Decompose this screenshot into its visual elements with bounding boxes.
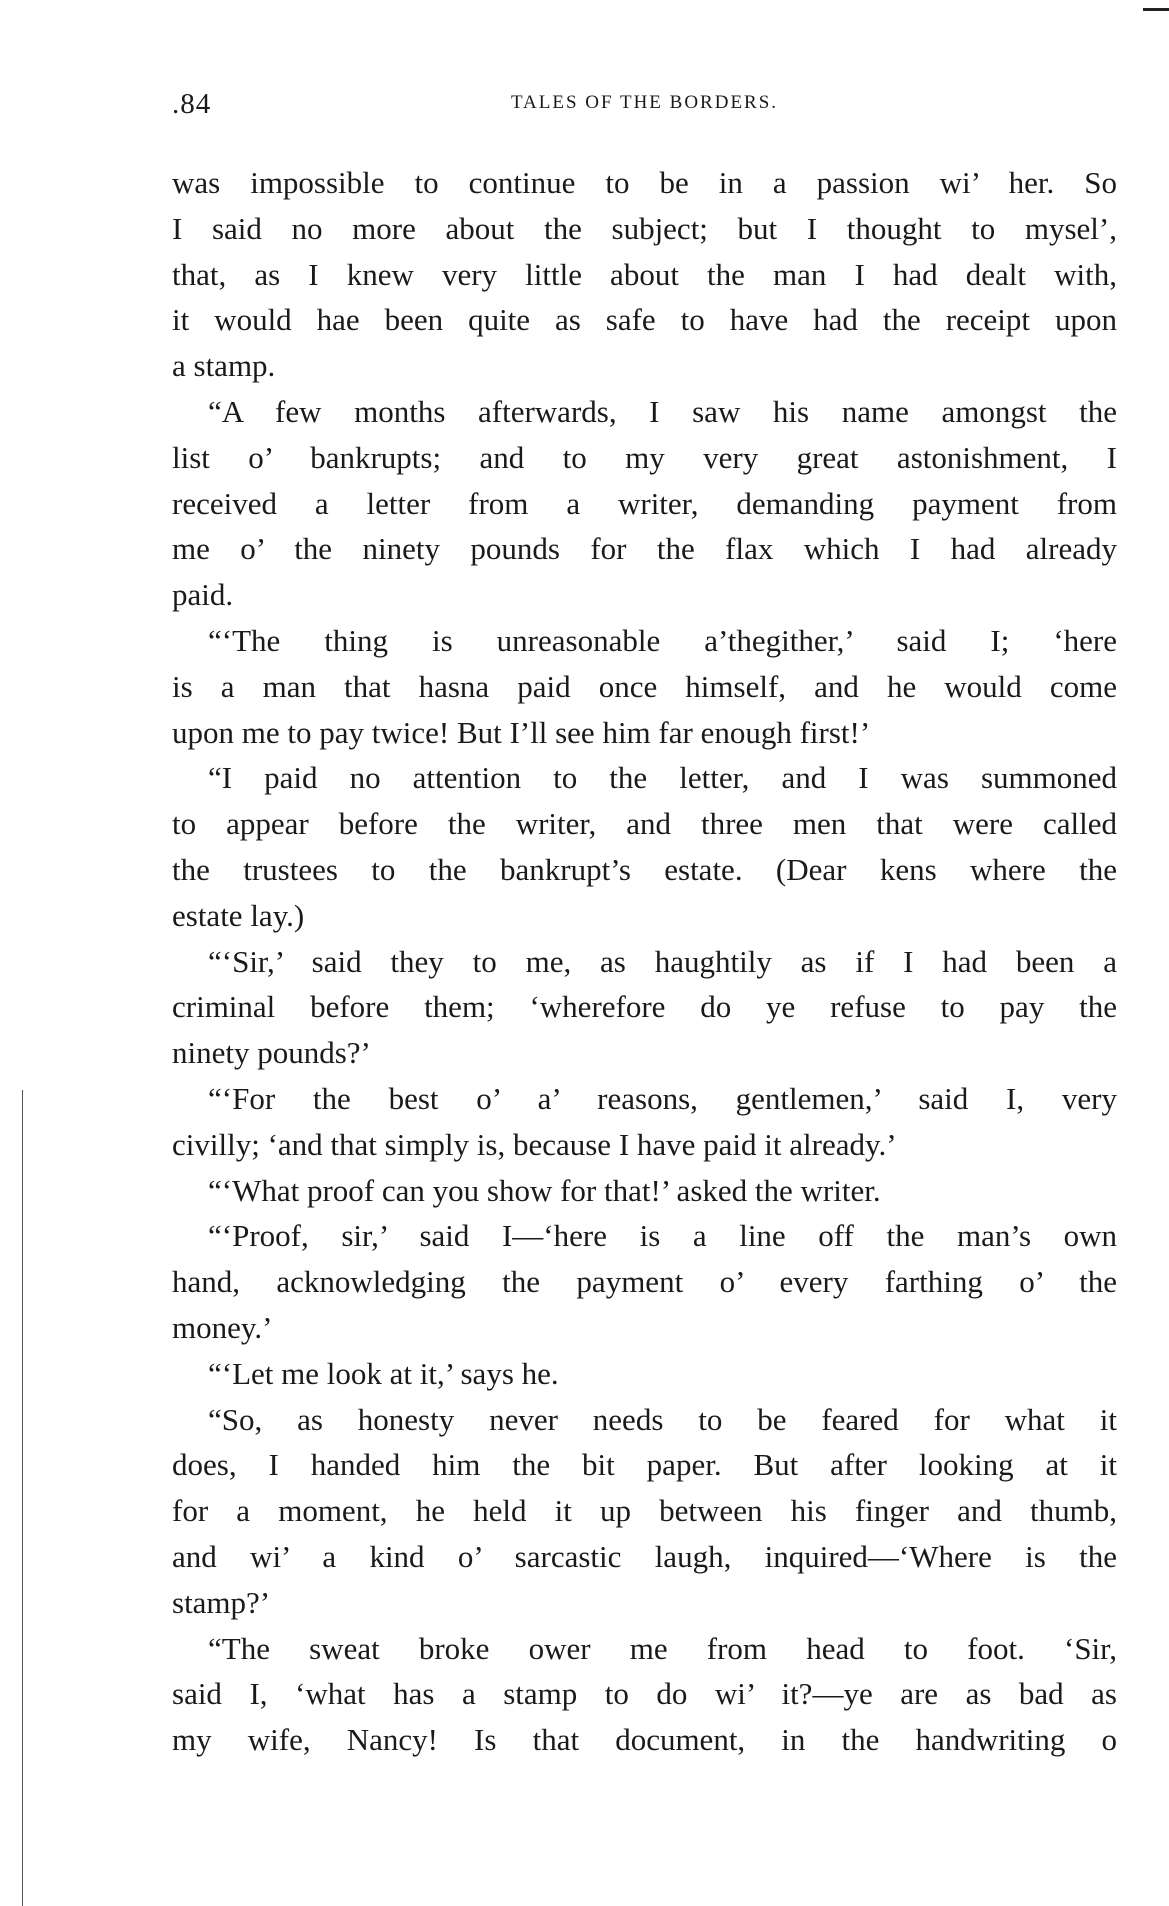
page-header bbox=[172, 88, 1117, 128]
text-line: it would hae been quite as safe to have had the receipt upon bbox=[172, 302, 1117, 338]
text-line: a stamp. bbox=[172, 348, 276, 384]
text-line: criminal before them; ‘wherefore do ye refuse to pay the bbox=[172, 989, 1117, 1025]
text-line: received a letter from a writer, demanding payment from bbox=[172, 485, 1117, 521]
text-line: “‘What proof can you show for that!’ asked the writer. bbox=[208, 1172, 881, 1208]
text-line: said I, ‘what has a stamp to do wi’ it?—ye are as bad as bbox=[172, 1676, 1117, 1712]
text-line: ninety pounds?’ bbox=[172, 1035, 371, 1071]
text-line: “A few months afterwards, I saw his name amongst the bbox=[208, 393, 1117, 429]
margin-line bbox=[22, 1090, 23, 1906]
text-line: the trustees to the bankrupt’s estate. (Dear kens where the bbox=[172, 851, 1117, 887]
text-line: “‘Proof, sir,’ said I—‘here is a line off the man’s own bbox=[208, 1218, 1117, 1254]
scan-mark bbox=[1143, 8, 1169, 11]
body-text bbox=[172, 160, 1117, 1763]
text-line: for a moment, he held it up between his finger and thumb, bbox=[172, 1493, 1117, 1529]
text-line: civilly; ‘and that simply is, because I have paid it already.’ bbox=[172, 1126, 897, 1162]
text-line: hand, acknowledging the payment o’ every farthing o’ the bbox=[172, 1264, 1117, 1300]
text-line: list o’ bankrupts; and to my very great astonishment, I bbox=[172, 439, 1117, 475]
text-line: money.’ bbox=[172, 1309, 273, 1345]
text-line: was impossible to continue to be in a passion wi’ her. So bbox=[172, 165, 1117, 200]
text-line: “‘Sir,’ said they to me, as haughtily as if I had been a bbox=[208, 943, 1117, 979]
text-line: upon me to pay twice! But I’ll see him far enough first!’ bbox=[172, 714, 871, 750]
text-line: is a man that hasna paid once himself, and he would come bbox=[172, 668, 1117, 704]
text-line: stamp?’ bbox=[172, 1584, 271, 1620]
page-number: .84 bbox=[172, 88, 212, 120]
text-line: I said no more about the subject; but I thought to mysel’, bbox=[172, 210, 1117, 246]
text-line: me o’ the ninety pounds for the flax which I had already bbox=[172, 531, 1117, 567]
text-line: “‘The thing is unreasonable a’thegither,’ said I; ‘here bbox=[208, 622, 1117, 658]
text-line: “The sweat broke ower me from head to foot. ‘Sir, bbox=[208, 1630, 1117, 1666]
text-line: to appear before the writer, and three men that were called bbox=[172, 806, 1117, 842]
text-line: “‘Let me look at it,’ says he. bbox=[208, 1355, 559, 1391]
text-line: “‘For the best o’ a’ reasons, gentlemen,’ said I, very bbox=[208, 1080, 1117, 1116]
text-line: estate lay.) bbox=[172, 897, 305, 933]
text-line: my wife, Nancy! Is that document, in the handwriting o bbox=[172, 1722, 1117, 1758]
text-line: and wi’ a kind o’ sarcastic laugh, inquired—‘Where is the bbox=[172, 1538, 1117, 1574]
running-head: TALES OF THE BORDERS. bbox=[510, 92, 779, 113]
text-line: paid. bbox=[172, 577, 234, 613]
text-line: “I paid no attention to the letter, and I was summoned bbox=[208, 760, 1117, 796]
text-line: does, I handed him the bit paper. But after looking at it bbox=[172, 1447, 1117, 1483]
text-line: “So, as honesty never needs to be feared for what it bbox=[208, 1401, 1117, 1437]
text-line: that, as I knew very little about the man I had dealt with, bbox=[172, 256, 1117, 292]
